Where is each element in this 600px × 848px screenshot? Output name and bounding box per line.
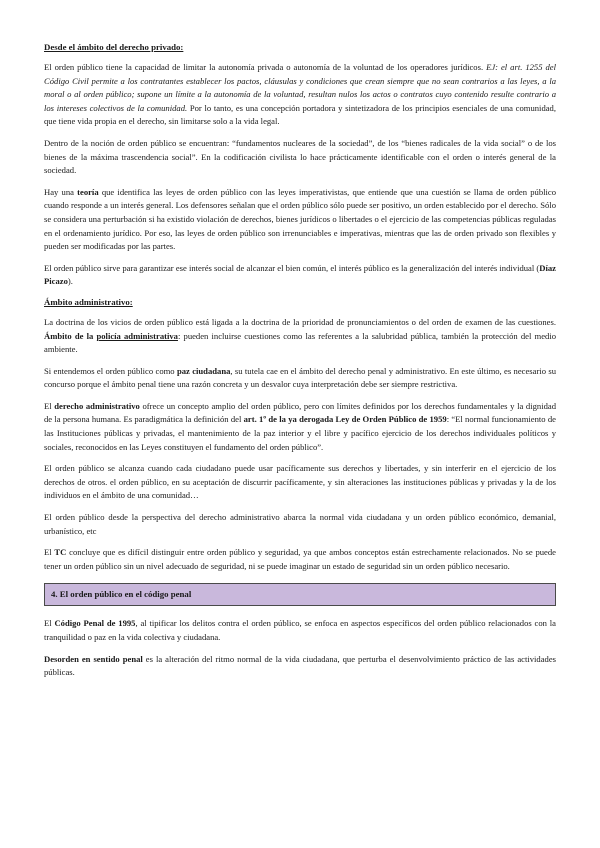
paragraph-codigo-penal: El Código Penal de 1995, al tipificar los delitos contra el orden público, se enfoca en aspectos específicos del orden público relacionados con la tranquilidad o paz en la vida colectiva y ciudadana. <box>44 618 556 642</box>
paragraph-nocion: Dentro de la noción de orden público se encuentran: “fundamentos nucleares de la sociedad”, de los “bienes radicales de la vida social” o de los bienes de la máxima trascendencia social”. En la codificación civilista lo hace prácticamente identificable con el orden o interés general de la sociedad. <box>44 137 556 176</box>
term-paz-ciudadana: paz ciudadana <box>176 365 231 376</box>
term-derecho-administrativo: derecho administrativo <box>54 400 140 411</box>
law-reference: art. 1º de la ya derogada Ley de Orden Público de 1959 <box>243 414 447 425</box>
term-tc: TC <box>54 547 67 558</box>
paragraph-paz-ciudadana: Si entendemos el orden público como paz ciudadana, su tutela cae en el ámbito del derecho penal y administrativo. En este último, es necesario su concurso porque el ámbito penal tiene una razón concreta y un desvalor cuya interpretación debe ser siempre restrictiva. <box>44 365 556 390</box>
term-desorden: Desorden en sentido penal <box>44 653 143 664</box>
term-teoria: teoría <box>77 186 99 197</box>
term-codigo-penal: Código Penal de 1995 <box>54 618 136 629</box>
section-4-title: 4. El orden público en el código penal <box>44 583 556 606</box>
paragraph-perspectiva-administrativa: El orden público desde la perspectiva del derecho administrativo abarca la normal vida ciudadana y un orden público económico, demanial, urbanístico, etc <box>44 512 556 536</box>
term-policia-administrativa: policía administrativa <box>96 330 178 341</box>
paragraph-ejercicio-derechos: El orden público se alcanza cuando cada ciudadano puede usar pacíficamente sus derechos y libertades, y sin interferir en el ejercicio de los derechos de otros. el orden público, en su aceptación de discurrir pacíficamente, y sin alteraciones las instituciones públicas y privadas y la de los individuos en el ámbito de una comunidad… <box>44 463 556 501</box>
paragraph-desorden: Desorden en sentido penal es la alteración del ritmo normal de la vida ciudadana, que perturba el desenvolvimiento práctico de las actividades públicas. <box>44 653 556 678</box>
paragraph-doctrina-vicios: La doctrina de los vicios de orden público está ligada a la doctrina de la prioridad de pronunciamientos o del orden de examen de las cuestiones. Ámbito de la policía administrativa: pueden incluirse cuestiones como las referentes a la salubridad pública, también la protección del medio ambiente. <box>44 316 557 355</box>
example-civil-code: EJ: el art. 1255 del Código Civil permite a los contratantes establecer los pactos, cláusulas y condiciones que crean siempre que no sean contrarios a las leyes, a la moral o al orden público; supone un límite a la autonomía de la voluntad, resultan nulos los actos o contratos cuyo contenido resulte contrario a los intereses colectivos de la comunidad. <box>44 62 556 113</box>
paragraph-tc: El TC concluye que es difícil distinguir entre orden público y seguridad, ya que ambos conceptos están estrechamente relacionados. No se puede tener un orden público sin un nivel adecuado de seguridad, ni se puede imaginar un estado de seguridad sin un orden público necesario. <box>44 547 556 571</box>
paragraph-autonomia: El orden público tiene la capacidad de limitar la autonomía privada o autonomía de la voluntad de los operadores jurídicos. EJ: el art. 1255 del Código Civil permite a los contratantes establecer los pactos, cláusulas y condiciones que crean siempre que no sean contrarios a las leyes, a la moral o al orden público; supone un límite a la autonomía de la voluntad, resultan nulos los actos o contratos cuyo contenido resulte contrario a los intereses colectivos de la comunidad. Por lo tanto, es una concepción portadora y sintetizadora de los principios esenciales de una comunidad, que tiene vida propia en el derecho, sin limitarse solo a la vida legal. <box>44 62 556 127</box>
heading-ambito-administrativo: Ámbito administrativo: <box>44 296 133 307</box>
paragraph-derecho-administrativo: El derecho administrativo ofrece un concepto amplio del orden público, pero con límites definidos por los derechos fundamentales y la dignidad de la persona humana. Es paradigmática la definición del art. 1º de la ya derogada Ley de Orden Público de 1959: “El normal funcionamiento de las Instituciones públicas y privadas, el mantenimiento de la paz interior y el libre y pacífico ejercicio de los derechos individuales políticos y sociales, reconocidos en las Leyes constituyen el fundamento del orden público”. <box>44 400 556 452</box>
author-citation: Díaz Picazo <box>44 262 556 287</box>
paragraph-bien-comun: El orden público sirve para garantizar ese interés social de alcanzar el bien común, el interés público es la generalización del interés individual (Díaz Picazo). <box>44 262 556 287</box>
heading-derecho-privado: Desde el ámbito del derecho privado: <box>44 42 184 52</box>
document-page <box>44 42 556 688</box>
paragraph-teoria: Hay una teoría que identifica las leyes de orden público con las leyes imperativistas, que entiende que una cuestión se llama de orden público cuando responde a un interés general. Los defensores señalan que el orden público sólo puede ser positivo, un orden establecido por el derecho. Sólo se considera una perturbación si ha existido violación de derechos, bienes jurídicos o libertades o el ejercicio de las competencias públicas reguladas en el ordenamiento jurídico. Por eso, las leyes de orden público son irrenunciables e imperativas, mientras que las de orden privado son flexibles y pueden ser modificadas por las partes. <box>44 186 557 252</box>
